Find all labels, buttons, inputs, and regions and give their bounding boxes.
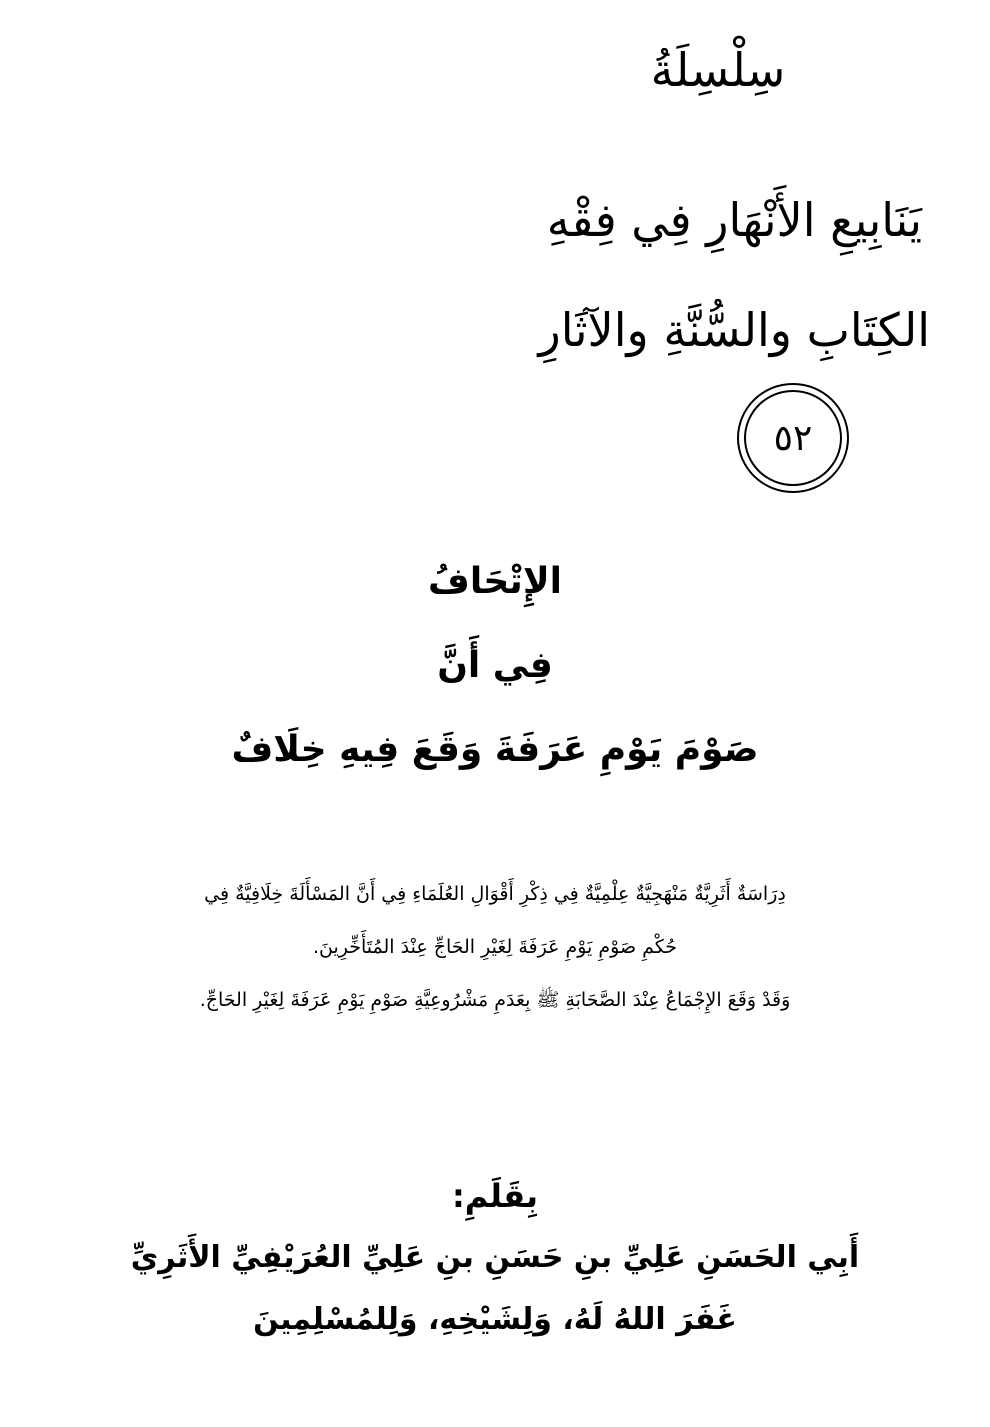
book-title-line-2: فِي أَنَّ: [437, 645, 553, 686]
book-description: [70, 868, 920, 1027]
series-label: سِلْسِلَةُ: [650, 43, 786, 97]
issue-number: ٥٢: [773, 417, 813, 459]
author-block: [0, 1165, 990, 1351]
series-title: [522, 165, 930, 385]
book-title-line-1: الإِتْحَافُ: [428, 561, 562, 602]
series-header: [508, 28, 928, 112]
description-line-1: دِرَاسَةٌ أَثَرِيَّةٌ مَنْهَجِيَّةٌ عِلْمِيَّةٌ فِي ذِكْرِ أَقْوَالِ العُلَمَاءِ فِي أَنَّ المَسْأَلَةَ خِلَافِيَّةٌ فِي: [204, 883, 786, 905]
book-title-line-3: صَوْمَ يَوْمِ عَرَفَةَ وَقَعَ فِيهِ خِلَافٌ: [231, 729, 759, 770]
issue-number-badge: [737, 383, 849, 493]
series-title-line-2: الكِتَابِ والسُّنَّةِ والآثَارِ: [538, 303, 930, 357]
description-line-3: وَقَدْ وَقَعَ الإِجْمَاعُ عِنْدَ الصَّحَابَةِ ﷺ بِعَدَمِ مَشْرُوعِيَّةِ صَوْمِ يَوْمِ عَرَفَةَ لِغَيْرِ الحَاجِّ.: [199, 989, 791, 1011]
description-line-2: حُكْمِ صَوْمِ يَوْمِ عَرَفَةَ لِغَيْرِ الحَاجِّ عِنْدَ المُتَأَخِّرِينَ.: [312, 936, 678, 958]
author-name: أَبِي الحَسَنِ عَلِيِّ بنِ حَسَنِ بنِ عَلِيِّ العُرَيْفِيِّ الأَثَرِيِّ: [130, 1240, 860, 1275]
author-pen-label: بِقَلَمِ:: [452, 1177, 538, 1215]
book-title: [0, 540, 990, 792]
series-title-line-1: يَنَابِيعِ الأَنْهَارِ فِي فِقْهِ: [546, 193, 922, 247]
author-prayer: غَفَرَ اللهُ لَهُ، وَلِشَيْخِهِ، وَلِلمُسْلِمِينَ: [253, 1302, 737, 1337]
